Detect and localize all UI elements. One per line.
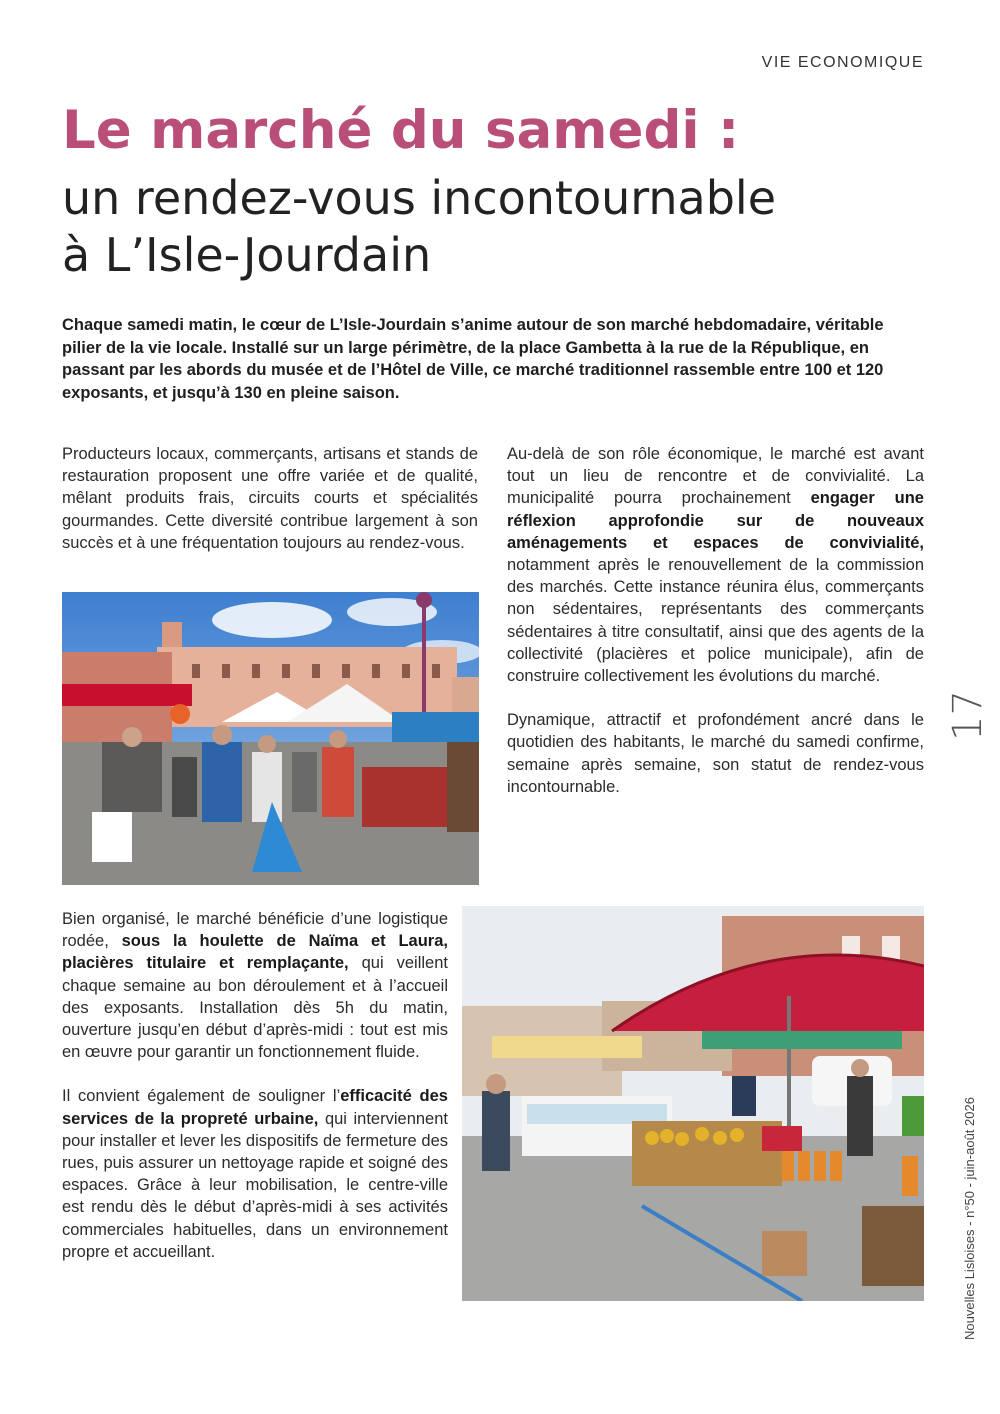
bold-text: engager une réflexion approfondie sur de nouveaux aménagements et espaces de convivialité,	[507, 489, 924, 552]
bold-text: sous la houlette de Naïma et Laura, placières titulaire et remplaçante,	[62, 932, 448, 973]
paragraph	[62, 908, 448, 1063]
market-photo-stall	[462, 906, 924, 1301]
page-number: 17	[945, 690, 991, 741]
text-run: Il convient également de souligner l’	[62, 1087, 341, 1106]
page-title: Le marché du samedi :	[62, 100, 740, 161]
intro-paragraph: Chaque samedi matin, le cœur de L’Isle-Jourdain s’anime autour de son marché hebdomadaire, véritable pilier de la vie locale. Installé sur un large périmètre, de la place Gambetta à la rue de la République, en passant par les abords du musée et de l’Hôtel de Ville, ce marché traditionnel rassemble entre 100 et 120 exposants, et jusqu’à 130 en pleine saison.	[62, 316, 884, 402]
text-run: Au-delà de son rôle économique, le marché est avant tout un lieu de rencontre et de convivialité. La municipalité pourra prochainement	[507, 445, 924, 508]
paragraph: Dynamique, attractif et profondément ancré dans le quotidien des habitants, le marché du samedi confirme, semaine après semaine, son statut de rendez-vous incontournable.	[507, 711, 924, 796]
paragraph: Producteurs locaux, commerçants, artisans et stands de restauration proposent une offre variée et de qualité, mêlant produits frais, circuits courts et spécialités gourmandes. Cette diversité contribue largement à son succès et à une fréquentation toujours au rendez-vous.	[62, 445, 478, 552]
text-run: notamment après le renouvellement de la commission des marchés. Cette instance réunira élus, commerçants non sédentaires, représentants des commerçants sédentaires à titre consultatif, ainsi que des agents de la collectivité (placières et police municipale), afin de construire collectivement les évolutions du marché.	[507, 556, 924, 686]
text-run: qui veillent chaque semaine au bon déroulement et à l’accueil des exposants. Installation dès 5h du matin, ouverture jusqu’en début d’après-midi : tout est mis en œuvre pour garantir un fonctionnement fluide.	[62, 954, 448, 1062]
market-photo-square	[62, 592, 479, 885]
subtitle-line-1: un rendez-vous incontournable	[62, 171, 776, 225]
column-left-top	[62, 443, 478, 576]
section-label: VIE ECONOMIQUE	[761, 54, 924, 71]
text-run: Bien organisé, le marché bénéficie d’une logistique rodée,	[62, 910, 448, 951]
column-right-top	[507, 443, 924, 820]
paragraph	[507, 443, 924, 687]
page-subtitle	[62, 170, 776, 284]
text-run: qui interviennent pour installer et lever les dispositifs de fermeture des rues, puis assurer un nettoyage rapide et soigné des espaces. Grâce à leur mobilisation, le centre-ville est rendu dès le début d’après-midi à ses activités commerciales habituelles, dans un environnement propre et accueillant.	[62, 1109, 448, 1261]
subtitle-line-2: à L’Isle-Jourdain	[62, 228, 432, 282]
bold-text: efficacité des services de la propreté urbaine,	[62, 1087, 448, 1128]
column-left-bottom	[62, 908, 448, 1285]
issue-caption: Nouvelles Lisloises - n°50 - juin-août 2026	[962, 1097, 977, 1340]
paragraph	[62, 1085, 448, 1263]
